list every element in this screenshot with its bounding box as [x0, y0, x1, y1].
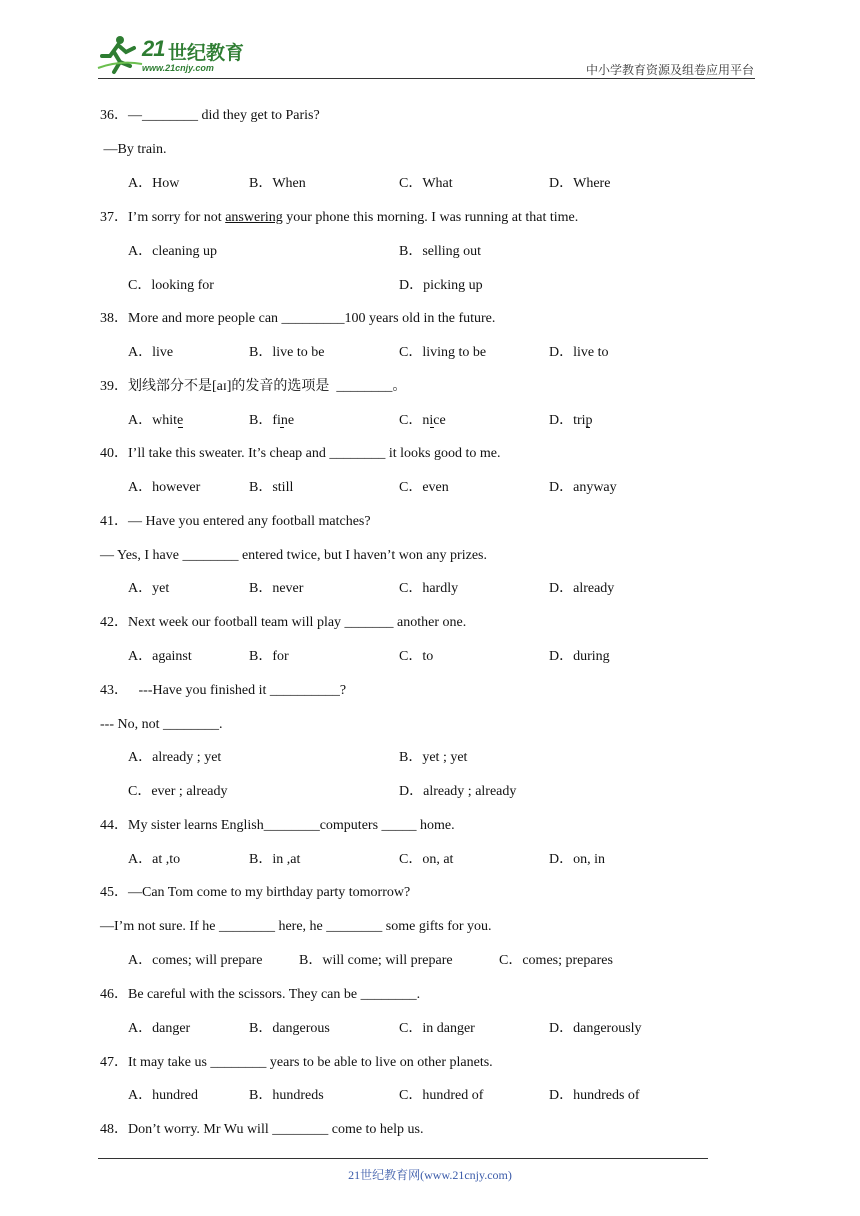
question-42-option-d[interactable]: D．during — [549, 649, 610, 664]
question-43-option-c[interactable]: C．ever ; already — [128, 784, 228, 799]
question-39-b-underline — [280, 427, 284, 428]
platform-name: 中小学教育资源及组卷应用平台 — [585, 63, 754, 77]
question-46-option-d[interactable]: D．dangerously — [549, 1021, 642, 1036]
question-40-option-c[interactable]: C．even — [399, 480, 449, 495]
question-44-option-c[interactable]: C．on, at — [399, 852, 454, 867]
question-38-option-d[interactable]: D．live to — [549, 345, 609, 360]
question-45-option-a[interactable]: A．comes; will prepare — [128, 953, 263, 968]
question-41-reply: — Yes, I have ________ entered twice, but I haven’t won any prizes. — [100, 548, 487, 563]
question-37-stem-start: 37．I’m sorry for not — [100, 210, 226, 225]
question-41-option-b[interactable]: B．never — [249, 581, 304, 596]
question-39-a-underline — [178, 427, 183, 428]
question-36-option-a[interactable]: A．How — [128, 176, 180, 191]
question-39-d-underline — [586, 427, 590, 428]
question-41-option-d[interactable]: D．already — [549, 581, 615, 596]
question-46-option-c[interactable]: C．in danger — [399, 1021, 475, 1036]
question-38-option-b[interactable]: B．live to be — [249, 345, 325, 360]
question-39-stem: 39．划线部分不是[aɪ]的发音的选项是 ________。 — [100, 379, 407, 394]
header-divider — [98, 78, 755, 79]
question-44-stem: 44．My sister learns English________computers _____ home. — [100, 818, 455, 833]
footer-divider — [98, 1158, 708, 1159]
question-37-option-d[interactable]: D．picking up — [399, 278, 483, 293]
question-37-stem-end: your phone this morning. I was running at that time. — [282, 210, 579, 225]
question-37-option-c[interactable]: C．looking for — [128, 278, 214, 293]
question-44-option-b[interactable]: B．in ,at — [249, 852, 301, 867]
question-36-option-b[interactable]: B．When — [249, 176, 306, 191]
question-42-option-c[interactable]: C．to — [399, 649, 434, 664]
runner-logo-icon — [96, 34, 144, 76]
question-43-option-d[interactable]: D．already ; already — [399, 784, 517, 799]
question-38-stem: 38．More and more people can _________100 years old in the future. — [100, 311, 496, 326]
question-45-option-b[interactable]: B．will come; will prepare — [299, 953, 453, 968]
question-46-option-a[interactable]: A．danger — [128, 1021, 191, 1036]
question-40-stem: 40．I’ll take this sweater. It’s cheap and ________ it looks good to me. — [100, 446, 501, 461]
question-39-option-c[interactable]: C．nice — [399, 413, 446, 428]
logo-url: www.21cnjy.com — [142, 63, 214, 73]
question-46-option-b[interactable]: B．dangerous — [249, 1021, 330, 1036]
question-42-option-b[interactable]: B．for — [249, 649, 289, 664]
question-42-stem: 42．Next week our football team will play _______ another one. — [100, 615, 467, 630]
question-37-option-a[interactable]: A．cleaning up — [128, 244, 218, 259]
question-39-option-b[interactable]: B．fine — [249, 413, 295, 428]
question-40-option-d[interactable]: D．anyway — [549, 480, 617, 495]
question-39-option-a[interactable]: A．white — [128, 413, 184, 428]
question-40-option-a[interactable]: A．however — [128, 480, 201, 495]
question-36-option-d[interactable]: D．Where — [549, 176, 611, 191]
question-48-stem: 48．Don’t worry. Mr Wu will ________ come to help us. — [100, 1122, 424, 1137]
footer-text[interactable]: 21世纪教育网(www.21cnjy.com) — [348, 1168, 512, 1182]
question-37-underlined-word: answering — [225, 210, 283, 225]
question-45-option-c[interactable]: C．comes; prepares — [499, 953, 613, 968]
page-header — [0, 0, 860, 82]
question-47-stem: 47．It may take us ________ years to be able to live on other planets. — [100, 1055, 493, 1070]
question-43-option-a[interactable]: A．already ; yet — [128, 750, 222, 765]
question-44-option-a[interactable]: A．at ,to — [128, 852, 181, 867]
question-38-option-c[interactable]: C．living to be — [399, 345, 487, 360]
question-47-option-b[interactable]: B．hundreds — [249, 1088, 324, 1103]
question-44-option-d[interactable]: D．on, in — [549, 852, 605, 867]
question-39-option-d[interactable]: D．trip — [549, 413, 593, 428]
question-36-reply: —By train. — [100, 142, 167, 157]
site-logo — [96, 34, 266, 78]
logo-number: 21 — [142, 36, 165, 61]
question-43-reply: --- No, not ________. — [100, 717, 223, 732]
question-47-option-d[interactable]: D．hundreds of — [549, 1088, 640, 1103]
question-39-c-underline — [430, 427, 434, 428]
question-42-option-a[interactable]: A．against — [128, 649, 192, 664]
question-47-option-a[interactable]: A．hundred — [128, 1088, 198, 1103]
question-45-reply: —I’m not sure. If he ________ here, he ________ some gifts for you. — [100, 919, 492, 934]
question-47-option-c[interactable]: C．hundred of — [399, 1088, 484, 1103]
logo-text: 世纪教育 — [168, 42, 245, 64]
question-41-stem: 41．— Have you entered any football matches? — [100, 514, 371, 529]
question-41-option-c[interactable]: C．hardly — [399, 581, 459, 596]
question-45-stem: 45．—Can Tom come to my birthday party tomorrow? — [100, 885, 411, 900]
page-footer — [0, 1166, 860, 1183]
question-38-option-a[interactable]: A．live — [128, 345, 174, 360]
question-36-option-c[interactable]: C．What — [399, 176, 453, 191]
question-46-stem: 46．Be careful with the scissors. They can be ________. — [100, 987, 421, 1002]
question-43-option-b[interactable]: B．yet ; yet — [399, 750, 468, 765]
question-41-option-a[interactable]: A．yet — [128, 581, 170, 596]
question-43-stem: 43． ---Have you finished it __________? — [100, 683, 347, 698]
question-37-option-b[interactable]: B．selling out — [399, 244, 482, 259]
question-36-stem: 36．—________ did they get to Paris? — [100, 108, 320, 123]
question-40-option-b[interactable]: B．still — [249, 480, 294, 495]
question-37-stem — [100, 210, 578, 226]
